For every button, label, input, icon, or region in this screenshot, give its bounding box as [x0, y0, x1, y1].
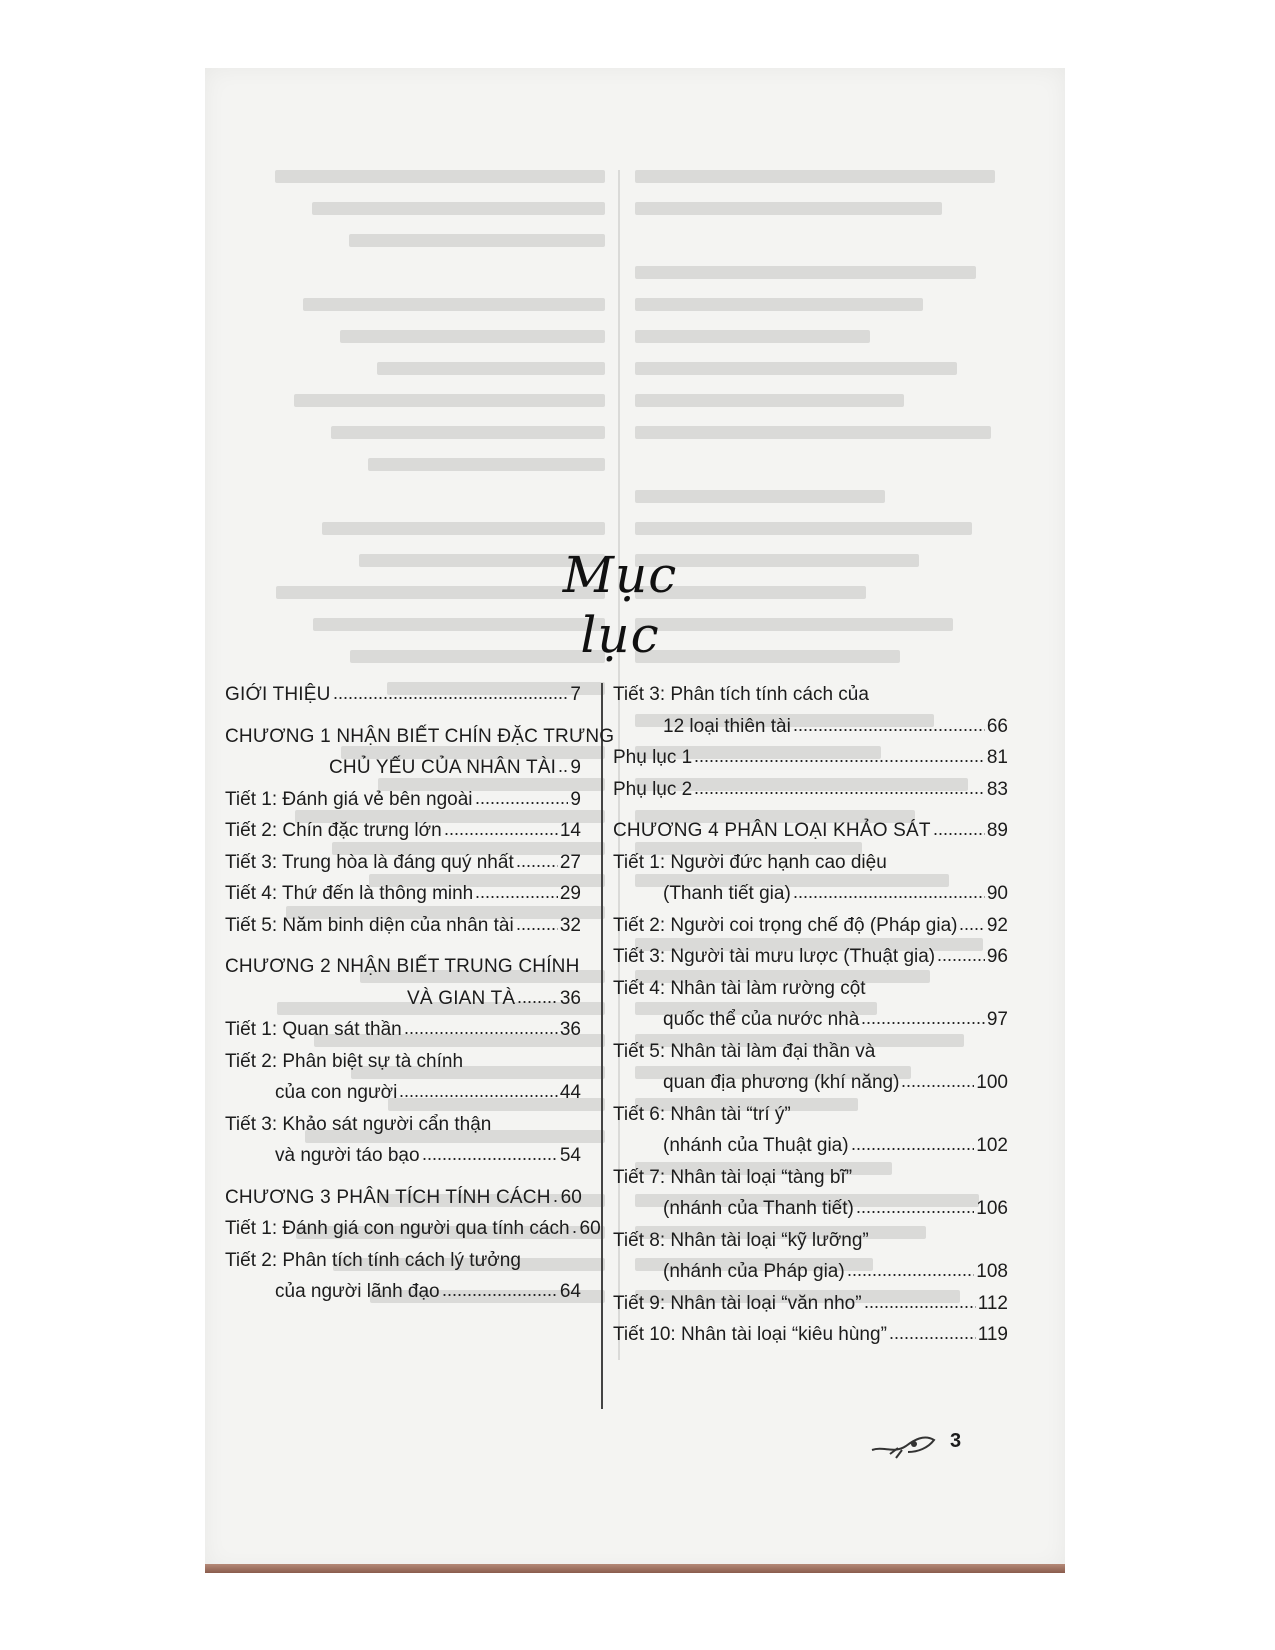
toc-entry-line: [225, 1081, 581, 1103]
toc-page-number: 64: [559, 1281, 581, 1302]
toc-entry-line: [225, 1249, 581, 1271]
dot-leader: [959, 927, 984, 931]
toc-entry-line: [613, 914, 1008, 936]
toc-entry-title: Tiết 3: Trung hòa là đáng quý nhất: [225, 851, 514, 873]
toc-entry-title: Tiết 10: Nhân tài loại “kiêu hùng”: [613, 1324, 887, 1345]
toc-entry-title: CHƯƠNG 3 PHÂN TÍCH TÍNH CÁCH: [225, 1186, 551, 1208]
toc-page-number: 96: [986, 946, 1008, 967]
dot-leader: [889, 1336, 976, 1340]
toc-entry-line: [613, 945, 1008, 967]
toc-chapter-line: [225, 955, 581, 977]
dot-leader: [404, 1031, 558, 1035]
dot-leader: [847, 1273, 975, 1277]
dot-leader: [475, 895, 558, 899]
dot-leader: [793, 895, 985, 899]
toc-entry-title: Tiết 4: Nhân tài làm rường cột: [613, 977, 866, 999]
toc-entry-title: Tiết 3: Người tài mưu lược (Thuật gia): [613, 946, 936, 967]
toc-entry-title: CHƯƠNG 4 PHÂN LOẠI KHẢO SÁT: [613, 820, 931, 841]
ornament-icon: [868, 1424, 948, 1460]
toc-entry-line: [225, 1280, 581, 1302]
page-edge: [205, 1564, 1065, 1573]
page-number: 3: [950, 1430, 962, 1452]
toc-entry-title: VÀ GIAN TÀ: [407, 987, 516, 1009]
toc-entry-title: Tiết 1: Quan sát thần: [225, 1019, 402, 1040]
toc-entry-line: [613, 1166, 1008, 1188]
toc-entry-line: [613, 715, 1008, 737]
dot-leader: [864, 1305, 976, 1309]
toc-chapter-line: [225, 1186, 581, 1208]
dot-leader: [399, 1094, 558, 1098]
column-divider: [601, 683, 603, 1409]
toc-entry-title: Tiết 6: Nhân tài “trí ý”: [613, 1103, 791, 1125]
toc-entry-line: [225, 851, 581, 873]
dot-leader: [856, 1210, 974, 1214]
dot-leader: [553, 1199, 559, 1203]
dot-leader: [937, 958, 985, 962]
toc-entry-title: Tiết 2: Người coi trọng chế độ (Pháp gia): [613, 914, 958, 936]
dot-leader: [442, 1293, 558, 1297]
toc-page-number: 32: [559, 914, 581, 936]
toc-entry-line: [225, 1018, 581, 1040]
toc-entry-line: [613, 746, 1008, 768]
toc-entry-title: quan địa phương (khí năng): [663, 1072, 900, 1093]
toc-page-number: 66: [986, 715, 1008, 737]
dot-leader: [517, 1000, 558, 1004]
toc-chapter-line: [225, 725, 615, 747]
toc-entry-title: CHƯƠNG 2 NHẬN BIẾT TRUNG CHÍNH: [225, 956, 580, 977]
toc-page-number: 36: [559, 987, 581, 1009]
toc-entry-title: (nhánh của Thuật gia): [663, 1135, 849, 1156]
dot-leader: [333, 696, 569, 700]
toc-entry-title: (nhánh của Pháp gia): [663, 1261, 845, 1282]
toc-page-number: 7: [570, 684, 581, 705]
toc-chapter-line: [225, 683, 581, 705]
dot-leader: [694, 759, 985, 763]
toc-entry-title: Tiết 1: Đánh giá con người qua tính cách: [225, 1218, 570, 1239]
toc-page-number: 9: [570, 788, 581, 810]
dot-leader: [516, 864, 558, 868]
toc-page-number: 119: [977, 1324, 1008, 1345]
toc-entry-line: [225, 1144, 581, 1166]
toc-entry-line: [613, 778, 1008, 800]
toc-chapter-line: [613, 819, 1008, 841]
toc-entry-line: [613, 1134, 1008, 1156]
toc-entry-title: của người lãnh đạo: [275, 1281, 440, 1302]
toc-entry-title: của con người: [275, 1082, 398, 1103]
toc-entry-title: Tiết 7: Nhân tài loại “tàng bĩ”: [613, 1166, 853, 1188]
toc-chapter-line: [225, 756, 581, 778]
toc-page-number: 102: [976, 1135, 1008, 1156]
toc-entry-line: [613, 1292, 1008, 1314]
toc-entry-title: Tiết 5: Nhân tài làm đại thần và: [613, 1040, 876, 1062]
toc-entry-line: [613, 1103, 1008, 1125]
toc-entry-line: [613, 1197, 1008, 1219]
toc-page-number: 92: [986, 914, 1008, 936]
toc-entry-line: [613, 1071, 1008, 1093]
toc-page-number: 36: [559, 1019, 581, 1040]
toc-page-number: 27: [559, 851, 581, 873]
toc-entry-line: [613, 977, 1008, 999]
toc-chapter-line: [225, 987, 581, 1009]
dot-leader: [475, 801, 569, 805]
toc-entry-line: [225, 1050, 581, 1072]
toc-page-number: 60: [560, 1186, 582, 1208]
toc-entry-title: Phụ lục 1: [613, 747, 693, 768]
toc-entry-title: Tiết 5: Năm binh diện của nhân tài: [225, 914, 514, 936]
toc-page-number: 54: [559, 1145, 581, 1166]
toc-entry-title: CHƯƠNG 1 NHẬN BIẾT CHÍN ĐẶC TRƯNG: [225, 725, 615, 747]
toc-page-number: 89: [986, 820, 1008, 841]
toc-page-number: 60: [579, 1218, 601, 1239]
toc-entry-line: [225, 819, 581, 841]
toc-page-number: 44: [559, 1082, 581, 1103]
toc-entry-title: Tiết 3: Khảo sát người cẩn thận: [225, 1113, 492, 1135]
dot-leader: [793, 728, 985, 732]
dot-leader: [558, 769, 568, 773]
dot-leader: [933, 832, 985, 836]
toc-page-number: 112: [977, 1292, 1008, 1314]
toc-entry-line: [613, 882, 1008, 904]
toc-entry-title: Tiết 1: Người đức hạnh cao diệu: [613, 851, 887, 873]
toc-page-number: 100: [976, 1072, 1008, 1093]
toc-entry-line: [225, 882, 581, 904]
toc-entry-line: [613, 851, 1008, 873]
toc-entry-title: GIỚI THIỆU: [225, 684, 331, 705]
toc-entry-title: Tiết 8: Nhân tài loại “kỹ lưỡng”: [613, 1229, 869, 1251]
toc-entry-title: Tiết 2: Chín đặc trưng lớn: [225, 820, 442, 841]
dot-leader: [901, 1084, 974, 1088]
toc-page-number: 81: [986, 747, 1008, 768]
toc-entry-line: [613, 1260, 1008, 1282]
toc-entry-title: Tiết 3: Phân tích tính cách của: [613, 684, 869, 705]
toc-entry-title: Tiết 2: Phân tích tính cách lý tưởng: [225, 1249, 521, 1271]
toc-entry-title: Tiết 4: Thứ đến là thông minh: [225, 883, 474, 904]
toc-page-number: 108: [976, 1261, 1008, 1282]
page-title: Mục lục: [562, 546, 678, 664]
dot-leader: [516, 927, 558, 931]
toc-entry-title: CHỦ YẾU CỦA NHÂN TÀI: [329, 757, 557, 778]
toc-entry-title: Tiết 9: Nhân tài loại “văn nho”: [613, 1292, 862, 1314]
toc-page-number: 9: [570, 757, 581, 778]
toc-entry-title: Tiết 2: Phân biệt sự tà chính: [225, 1050, 464, 1072]
dot-leader: [444, 832, 558, 836]
toc-entry-line: [613, 1323, 1008, 1345]
toc-entry-line: [225, 914, 581, 936]
toc-entry-line: [613, 1040, 1008, 1062]
toc-entry-title: và người táo bạo: [275, 1145, 420, 1166]
dot-leader: [694, 791, 985, 795]
toc-entry-title: Phụ lục 2: [613, 778, 693, 800]
toc-entry-title: Tiết 1: Đánh giá vẻ bên ngoài: [225, 788, 473, 810]
toc-entry-line: [613, 683, 1008, 705]
dot-leader: [851, 1147, 975, 1151]
dot-leader: [861, 1021, 985, 1025]
toc-page-number: 14: [559, 820, 581, 841]
toc-entry-line: [613, 1008, 1008, 1030]
dot-leader: [422, 1157, 558, 1161]
toc-entry-line: [225, 1217, 601, 1239]
toc-page-number: 29: [559, 883, 581, 904]
toc-page-number: 83: [986, 778, 1008, 800]
page-footer: [868, 1424, 968, 1464]
toc-page-number: 97: [986, 1009, 1008, 1030]
toc-page-number: 90: [986, 883, 1008, 904]
toc-entry-line: [225, 1113, 581, 1135]
toc-entry-line: [613, 1229, 1008, 1251]
toc-entry-line: [225, 788, 581, 810]
toc-entry-title: (Thanh tiết gia): [663, 883, 791, 904]
dot-leader: [572, 1230, 578, 1234]
toc-entry-title: 12 loại thiên tài: [663, 715, 791, 737]
toc-entry-title: (nhánh của Thanh tiết): [663, 1198, 854, 1219]
toc-page-number: 106: [976, 1198, 1008, 1219]
toc-entry-title: quốc thể của nước nhà: [663, 1009, 860, 1030]
